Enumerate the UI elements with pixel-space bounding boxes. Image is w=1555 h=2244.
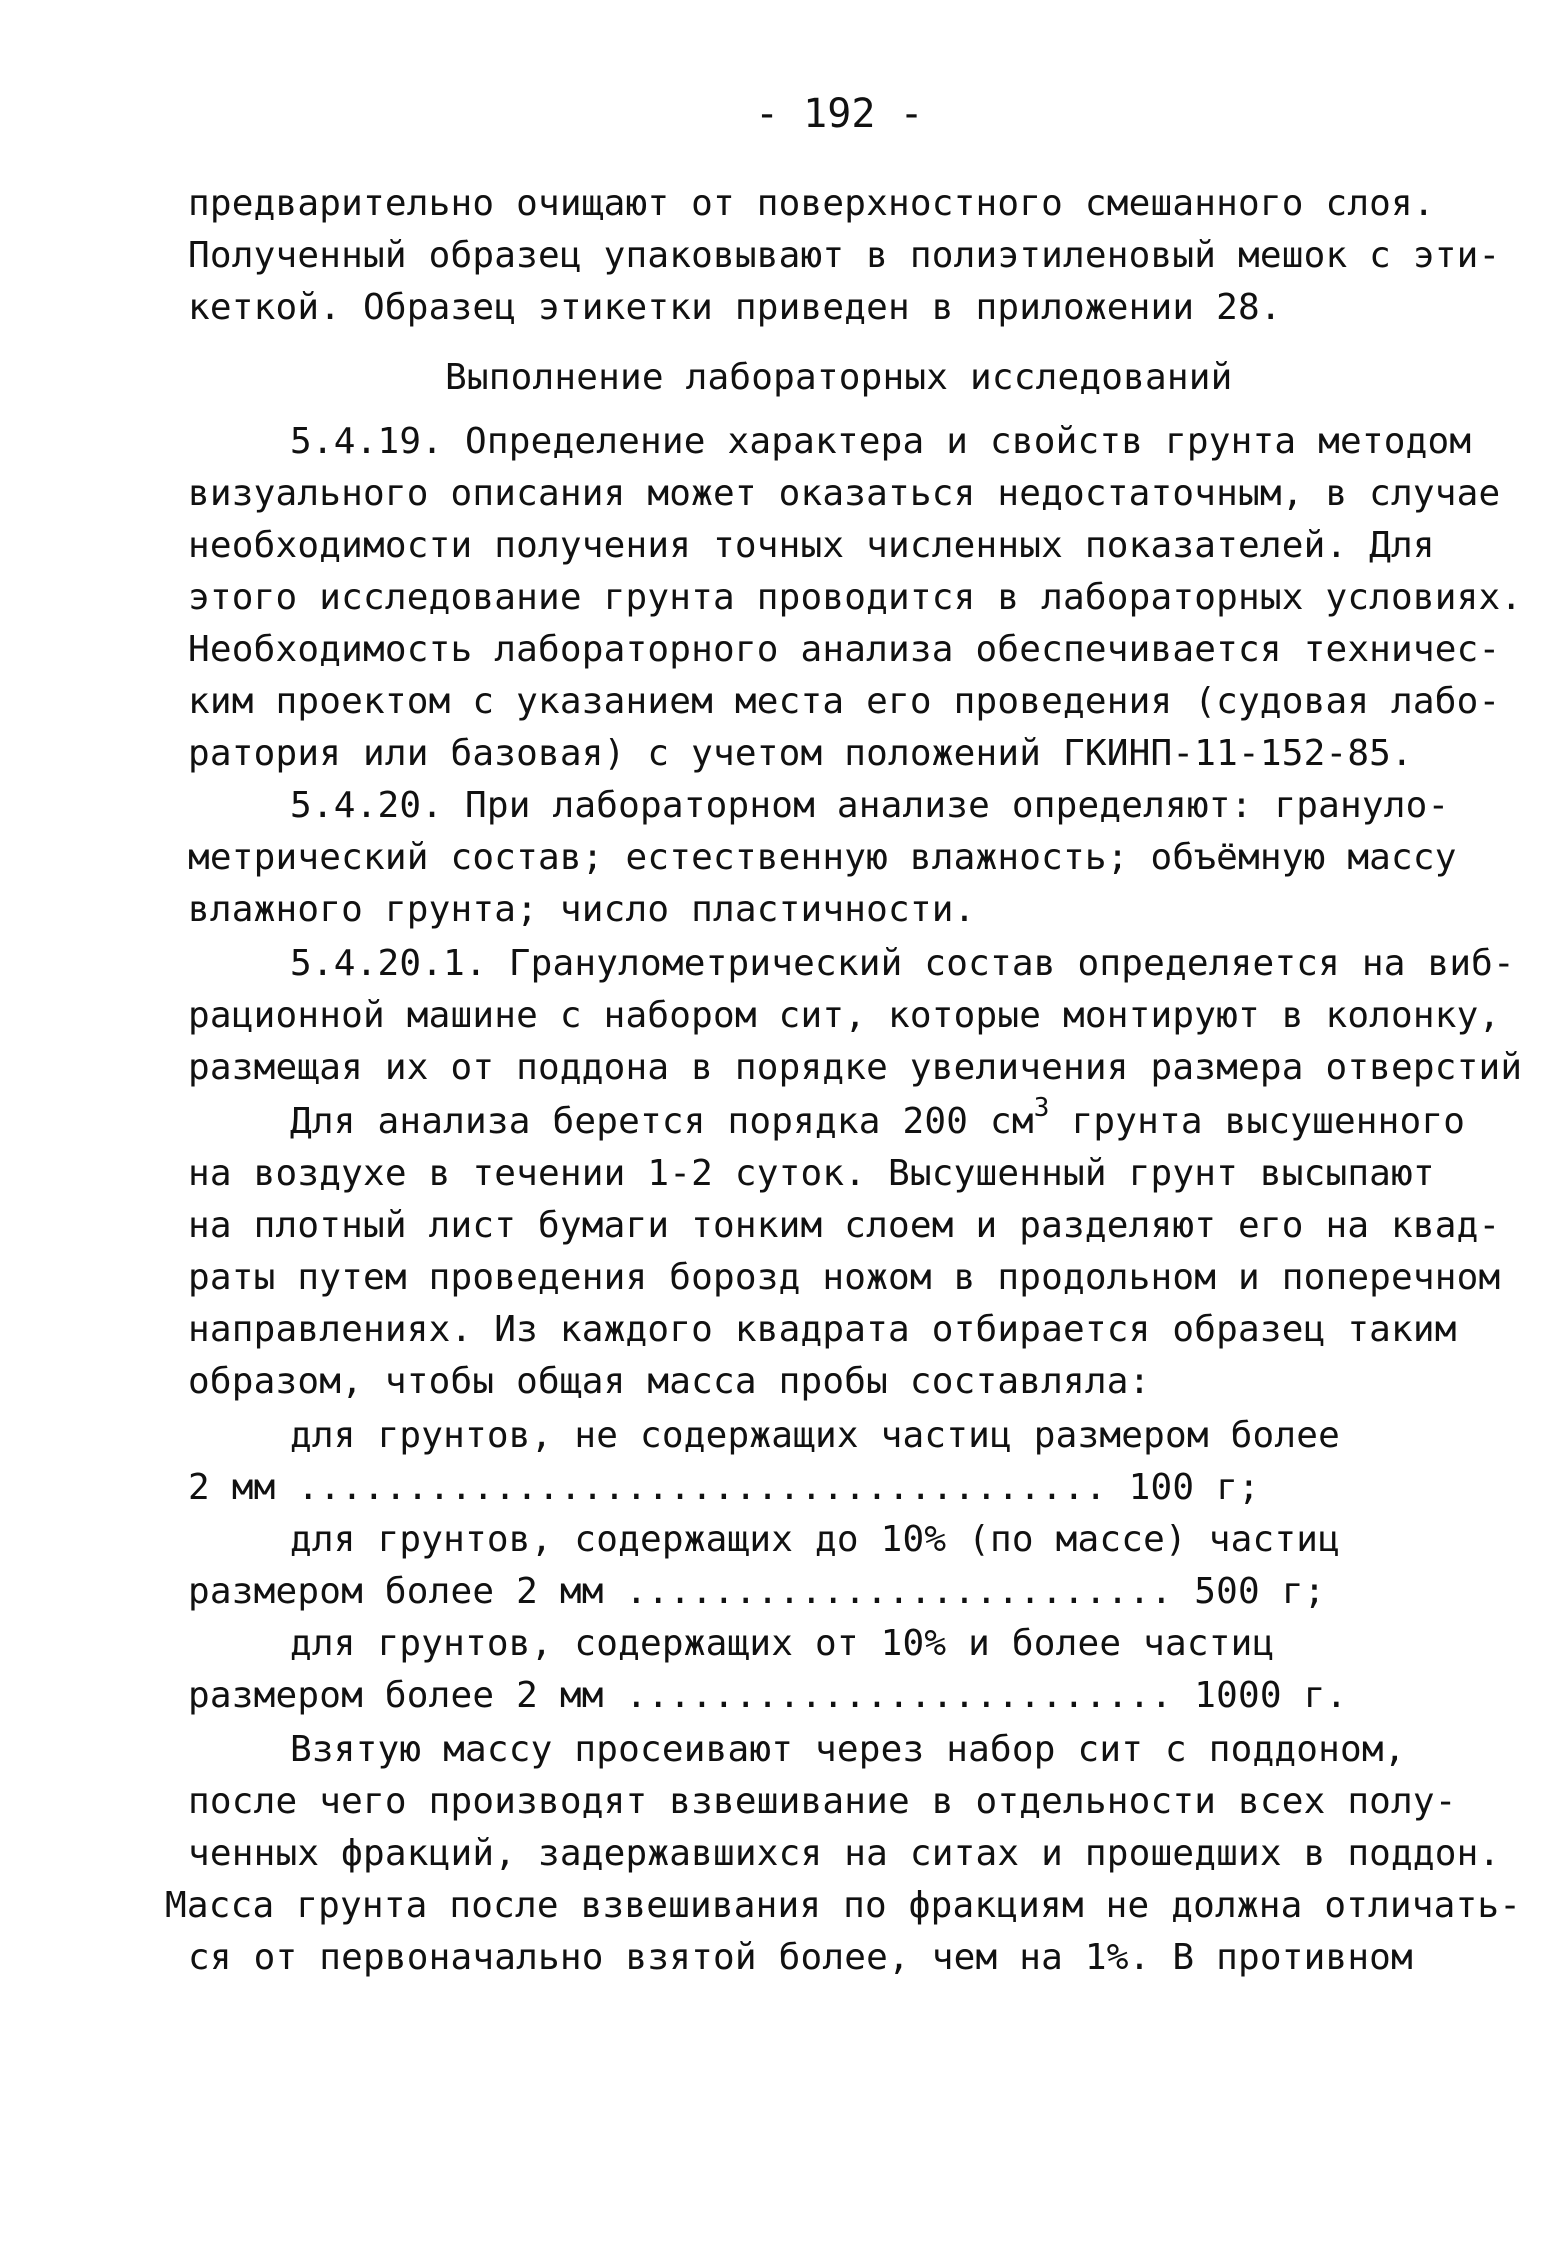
list-item-value: 2 мм ..................................... 100 г; [188, 1467, 1260, 1508]
text-line: предварительно очищают от поверхностного смешанного слоя. [188, 183, 1435, 224]
paragraph-5-4-20-start: 5.4.20. При лабораторном анализе определяют: грануло- [290, 785, 1450, 826]
text-line: Полученный образец упаковывают в полиэтиленовый мешок с эти- [188, 235, 1501, 276]
text-line: Необходимость лабораторного анализа обеспечивается техничес- [188, 629, 1501, 670]
list-item-label: для грунтов, содержащих до 10% (по массе) частиц [290, 1519, 1340, 1560]
text-line: ченных фракций, задержавшихся на ситах и прошедших в поддон. [188, 1833, 1501, 1874]
text-fragment: грунта высушенного [1049, 1101, 1466, 1142]
text-line: влажного грунта; число пластичности. [188, 889, 976, 930]
text-line: кеткой. Образец этикетки приведен в приложении 28. [188, 287, 1282, 328]
text-line: необходимости получения точных численных показателей. Для [188, 525, 1435, 566]
text-line: метрический состав; естественную влажность; объёмную массу [188, 837, 1457, 878]
page-number: - 192 - [755, 91, 924, 137]
text-line: ким проектом с указанием места его проведения (судовая лабо- [188, 681, 1501, 722]
list-item-label: для грунтов, не содержащих частиц размером более [290, 1415, 1340, 1456]
text-line: после чего производят взвешивание в отдельности всех полу- [188, 1781, 1457, 1822]
list-item-value: размером более 2 мм ......................... 500 г; [188, 1571, 1326, 1612]
paragraph-5-4-19-start: 5.4.19. Определение характера и свойств грунта методом [290, 421, 1472, 462]
text-line: образом, чтобы общая масса пробы составляла: [188, 1361, 1151, 1402]
paragraph-start: Взятую массу просеивают через набор сит с поддоном, [290, 1729, 1406, 1770]
text-line: ся от первоначально взятой более, чем на 1%. В противном [188, 1937, 1413, 1978]
text-line: направлениях. Из каждого квадрата отбирается образец таким [188, 1309, 1457, 1350]
text-line: визуального описания может оказаться недостаточным, в случае [188, 473, 1501, 514]
paragraph-5-4-20-1-start: 5.4.20.1. Гранулометрический состав определяется на виб- [290, 943, 1515, 984]
text-line: раты путем проведения борозд ножом в продольном и поперечном [188, 1257, 1501, 1298]
list-item-value: размером более 2 мм ......................... 1000 г. [188, 1675, 1348, 1716]
text-line-with-superscript [290, 1093, 1466, 1148]
text-line: рационной машине с набором сит, которые монтируют в колонку, [188, 995, 1501, 1036]
text-line: этого исследование грунта проводится в лабораторных условиях. [188, 577, 1523, 618]
text-line: на плотный лист бумаги тонким слоем и разделяют его на квад- [188, 1205, 1501, 1246]
list-item-label: для грунтов, содержащих от 10% и более частиц [290, 1623, 1275, 1664]
text-line: на воздухе в течении 1-2 суток. Высушенный грунт высыпают [188, 1153, 1435, 1194]
superscript: 3 [1033, 1093, 1050, 1123]
text-line: Масса грунта после взвешивания по фракциям не должна отличать- [165, 1885, 1522, 1926]
text-line: ратория или базовая) с учетом положений ГКИНП-11-152-85. [188, 733, 1413, 774]
section-heading: Выполнение лабораторных исследований [445, 357, 1233, 398]
text-fragment: Для анализа берется порядка 200 см [290, 1101, 1034, 1142]
text-line: размещая их от поддона в порядке увеличения размера отверстий [188, 1047, 1523, 1088]
